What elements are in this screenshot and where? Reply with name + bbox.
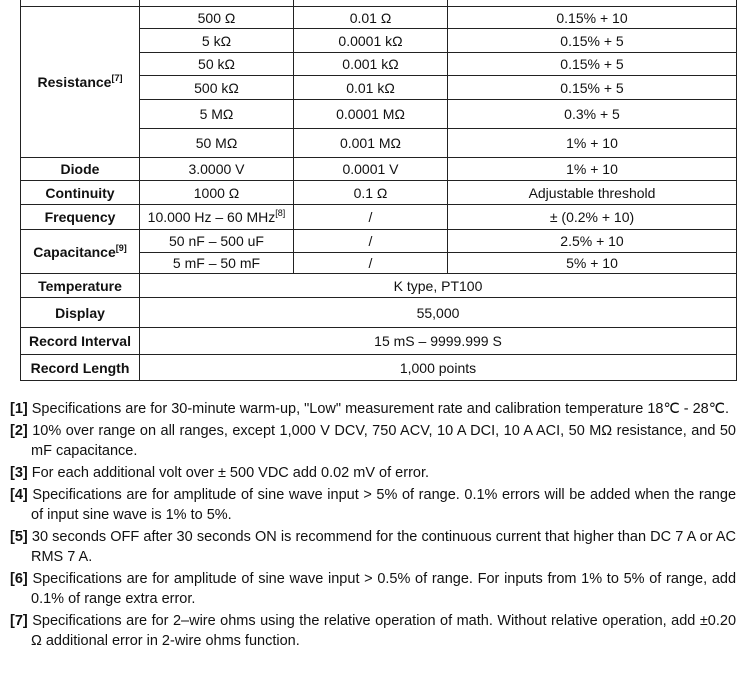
footnote-text: Specifications are for amplitude of sine wave input > 0.5% of range. For inputs from 1% to 5% of range, add 0.1% of range extra error. [31, 571, 737, 607]
table-row-temperature [21, 274, 737, 298]
accuracy-cell: 2.5% + 10 [448, 230, 737, 253]
resolution-cell: 0.01 Ω [294, 7, 448, 29]
footnote-number: [4] [10, 487, 28, 503]
range-cell: 50 kΩ [140, 53, 294, 76]
capacitance-label: Capacitance[9] [21, 230, 140, 274]
resolution-cell: / [294, 253, 448, 274]
footnote [10, 485, 736, 525]
footnote-number: [7] [10, 613, 28, 629]
table-row [21, 7, 737, 29]
table-row-record-interval [21, 328, 737, 355]
table-row-display [21, 298, 737, 328]
table-row-record-length [21, 355, 737, 381]
range-cell: 50 nF – 500 uF [140, 230, 294, 253]
resolution-cell: 0.0001 V [294, 158, 448, 181]
resolution-cell: 0.0001 kΩ [294, 29, 448, 53]
range-cell: 1000 Ω [140, 181, 294, 205]
accuracy-cell: 0.15% + 5 [448, 53, 737, 76]
footnote-number: [1] [10, 401, 28, 417]
footnote-text: 30 seconds OFF after 30 seconds ON is recommend for the continuous current that higher than DC 7 A or AC RMS 7 A. [31, 529, 736, 565]
table-row [21, 230, 737, 253]
range-cell: 10.000 Hz – 60 MHz[8] [140, 205, 294, 230]
table-row-continuity [21, 181, 737, 205]
range-cell: 500 kΩ [140, 76, 294, 100]
range-cell: 5 mF – 50 mF [140, 253, 294, 274]
record-interval-value: 15 mS – 9999.999 S [140, 328, 737, 355]
display-label: Display [21, 298, 140, 328]
footnote-text: Specifications are for amplitude of sine wave input > 5% of range. 0.1% errors will be added when the range of input sine wave is 1% to 5%. [31, 487, 737, 523]
footnote-number: [6] [10, 571, 28, 587]
footnote-number: [3] [10, 465, 28, 481]
footnote [10, 569, 736, 609]
range-cell: 3.0000 V [140, 158, 294, 181]
resistance-label: Resistance[7] [21, 7, 140, 158]
accuracy-cell: Adjustable threshold [448, 181, 737, 205]
footnote [10, 399, 736, 419]
resolution-cell: 0.001 MΩ [294, 129, 448, 158]
footnote [10, 421, 736, 461]
accuracy-cell: 5% + 10 [448, 253, 737, 274]
accuracy-cell: 1% + 10 [448, 158, 737, 181]
footnote-ref: [8] [275, 208, 286, 218]
resolution-cell: / [294, 230, 448, 253]
footnote [10, 611, 736, 651]
resolution-cell: 0.01 kΩ [294, 76, 448, 100]
footnote-text: Specifications are for 30-minute warm-up, "Low" measurement rate and calibration temperature 18℃ - 28℃. [31, 401, 730, 417]
resolution-cell: 0.1 Ω [294, 181, 448, 205]
resolution-cell: 0.0001 MΩ [294, 100, 448, 129]
resolution-cell: / [294, 205, 448, 230]
accuracy-cell: ± (0.2% + 10) [448, 205, 737, 230]
footnote [10, 527, 736, 567]
footnote [10, 463, 736, 483]
temperature-value: K type, PT100 [140, 274, 737, 298]
footnote-ref: [7] [111, 73, 123, 83]
specifications-table [20, 0, 737, 381]
accuracy-cell: 0.15% + 5 [448, 29, 737, 53]
accuracy-cell: 0.3% + 5 [448, 100, 737, 129]
record-interval-label: Record Interval [21, 328, 140, 355]
continuity-label: Continuity [21, 181, 140, 205]
footnote-number: [5] [10, 529, 28, 545]
display-value: 55,000 [140, 298, 737, 328]
footnote-text: 10% over range on all ranges, except 1,000 V DCV, 750 ACV, 10 A DCI, 10 A ACI, 50 MΩ resistance, and 50 mF capacitance. [31, 423, 736, 459]
range-cell: 5 kΩ [140, 29, 294, 53]
table-row-frequency [21, 205, 737, 230]
footnotes [10, 399, 736, 653]
footnote-text: Specifications are for 2–wire ohms using the relative operation of math. Without relative operation, add ±0.20 Ω additional error in 2-wire ohms function. [31, 613, 737, 649]
record-length-label: Record Length [21, 355, 140, 381]
range-cell: 5 MΩ [140, 100, 294, 129]
diode-label: Diode [21, 158, 140, 181]
accuracy-cell: 0.15% + 10 [448, 7, 737, 29]
footnote-number: [2] [10, 423, 28, 439]
resolution-cell: 0.001 kΩ [294, 53, 448, 76]
frequency-label: Frequency [21, 205, 140, 230]
table-row-diode [21, 158, 737, 181]
accuracy-cell: 1% + 10 [448, 129, 737, 158]
temperature-label: Temperature [21, 274, 140, 298]
footnote-ref: [9] [115, 242, 127, 253]
footnote-text: For each additional volt over ± 500 VDC add 0.02 mV of error. [31, 465, 430, 481]
range-cell: 50 MΩ [140, 129, 294, 158]
record-length-value: 1,000 points [140, 355, 737, 381]
accuracy-cell: 0.15% + 5 [448, 76, 737, 100]
range-cell: 500 Ω [140, 7, 294, 29]
